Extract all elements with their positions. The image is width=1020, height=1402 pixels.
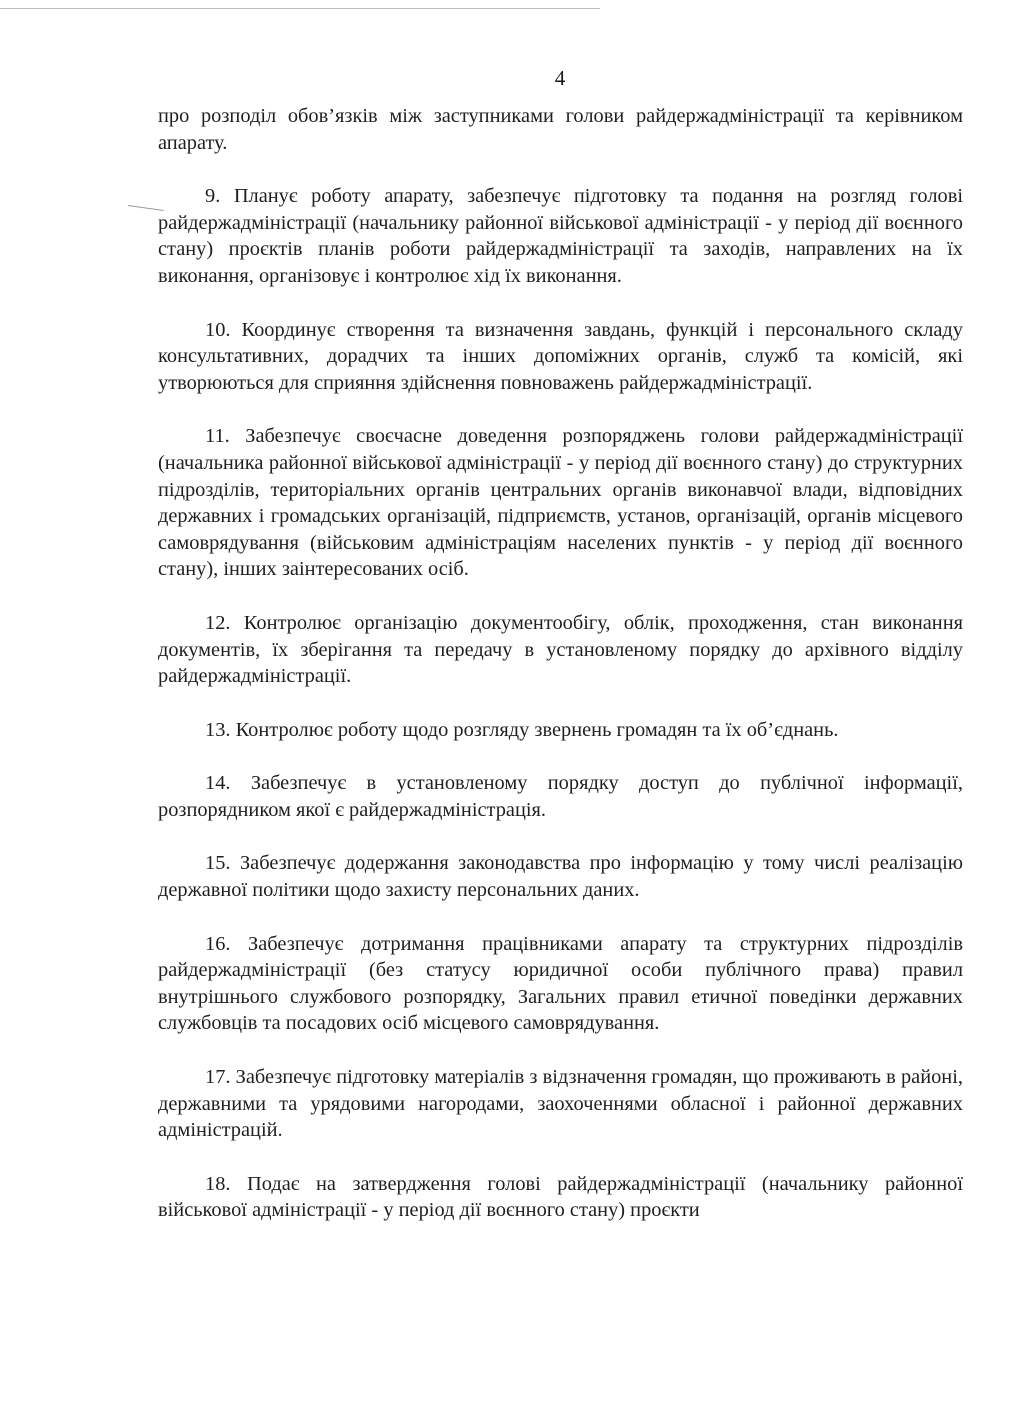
scan-edge-line	[0, 8, 600, 9]
paragraph-9: 9. Планує роботу апарату, забезпечує підготовку та подання на розгляд голові райдержадміністрації (начальнику районної військової адміністрації - у період дії воєнного стану) проєктів планів роботи райдержадміністрації та заходів, направлених на їх виконання, організовує і контролює хід їх виконання.	[158, 185, 963, 287]
paragraph-11: 11. Забезпечує своєчасне доведення розпоряджень голови райдержадміністрації (начальника районної військової адміністрації - у період дії воєнного стану) до структурних підрозділів, територіальних органів центральних органів виконавчої влади, відповідних державних і громадських організацій, підприємств, установ, організацій, органів місцевого самоврядування (військовим адміністраціям населених пунктів - у період дії воєнного стану), інших заінтересованих осіб.	[158, 425, 963, 581]
paragraph-13: 13. Контролює роботу щодо розгляду звернень громадян та їх об’єднань.	[205, 718, 839, 741]
paragraph-continuation: про розподіл обов’язків між заступниками голови райдержадміністрації та керівником апарату.	[158, 105, 963, 154]
document-body	[158, 103, 963, 1251]
paragraph-16: 16. Забезпечує дотримання працівниками апарату та структурних підрозділів райдержадміністрації (без статусу юридичної особи публічного права) правил внутрішнього службового розпорядку, Загальних правил етичної поведінки державних службовців та посадових осіб місцевого самоврядування.	[158, 932, 963, 1035]
paragraph-14: 14. Забезпечує в установленому порядку доступ до публічної інформації, розпорядником якої є райдержадміністрація.	[158, 772, 963, 821]
page-number: 4	[554, 66, 566, 90]
paragraph-15: 15. Забезпечує додержання законодавства про інформацію у тому числі реалізацію державної політики щодо захисту персональних даних.	[158, 852, 963, 902]
paragraph-10: 10. Координує створення та визначення завдань, функцій і персонального складу консультативних, дорадчих та інших допоміжних органів, служб та комісій, які утворюються для сприяння здійснення повноважень райдержадміністрації.	[158, 318, 963, 394]
paragraph-17: 17. Забезпечує підготовку матеріалів з відзначення громадян, що проживають в районі, державними та урядовими нагородами, заохоченнями обласної і районної державних адміністрацій.	[158, 1066, 963, 1142]
paragraph-12: 12. Контролює організацію документообігу, облік, проходження, стан виконання документів, їх зберігання та передачу в установленому порядку до архівного відділу райдержадміністрації.	[158, 611, 963, 688]
paragraph-18: 18. Подає на затвердження голові райдержадміністрації (начальнику районної військової адміністрації - у період дії воєнного стану) проєкти	[158, 1172, 963, 1222]
